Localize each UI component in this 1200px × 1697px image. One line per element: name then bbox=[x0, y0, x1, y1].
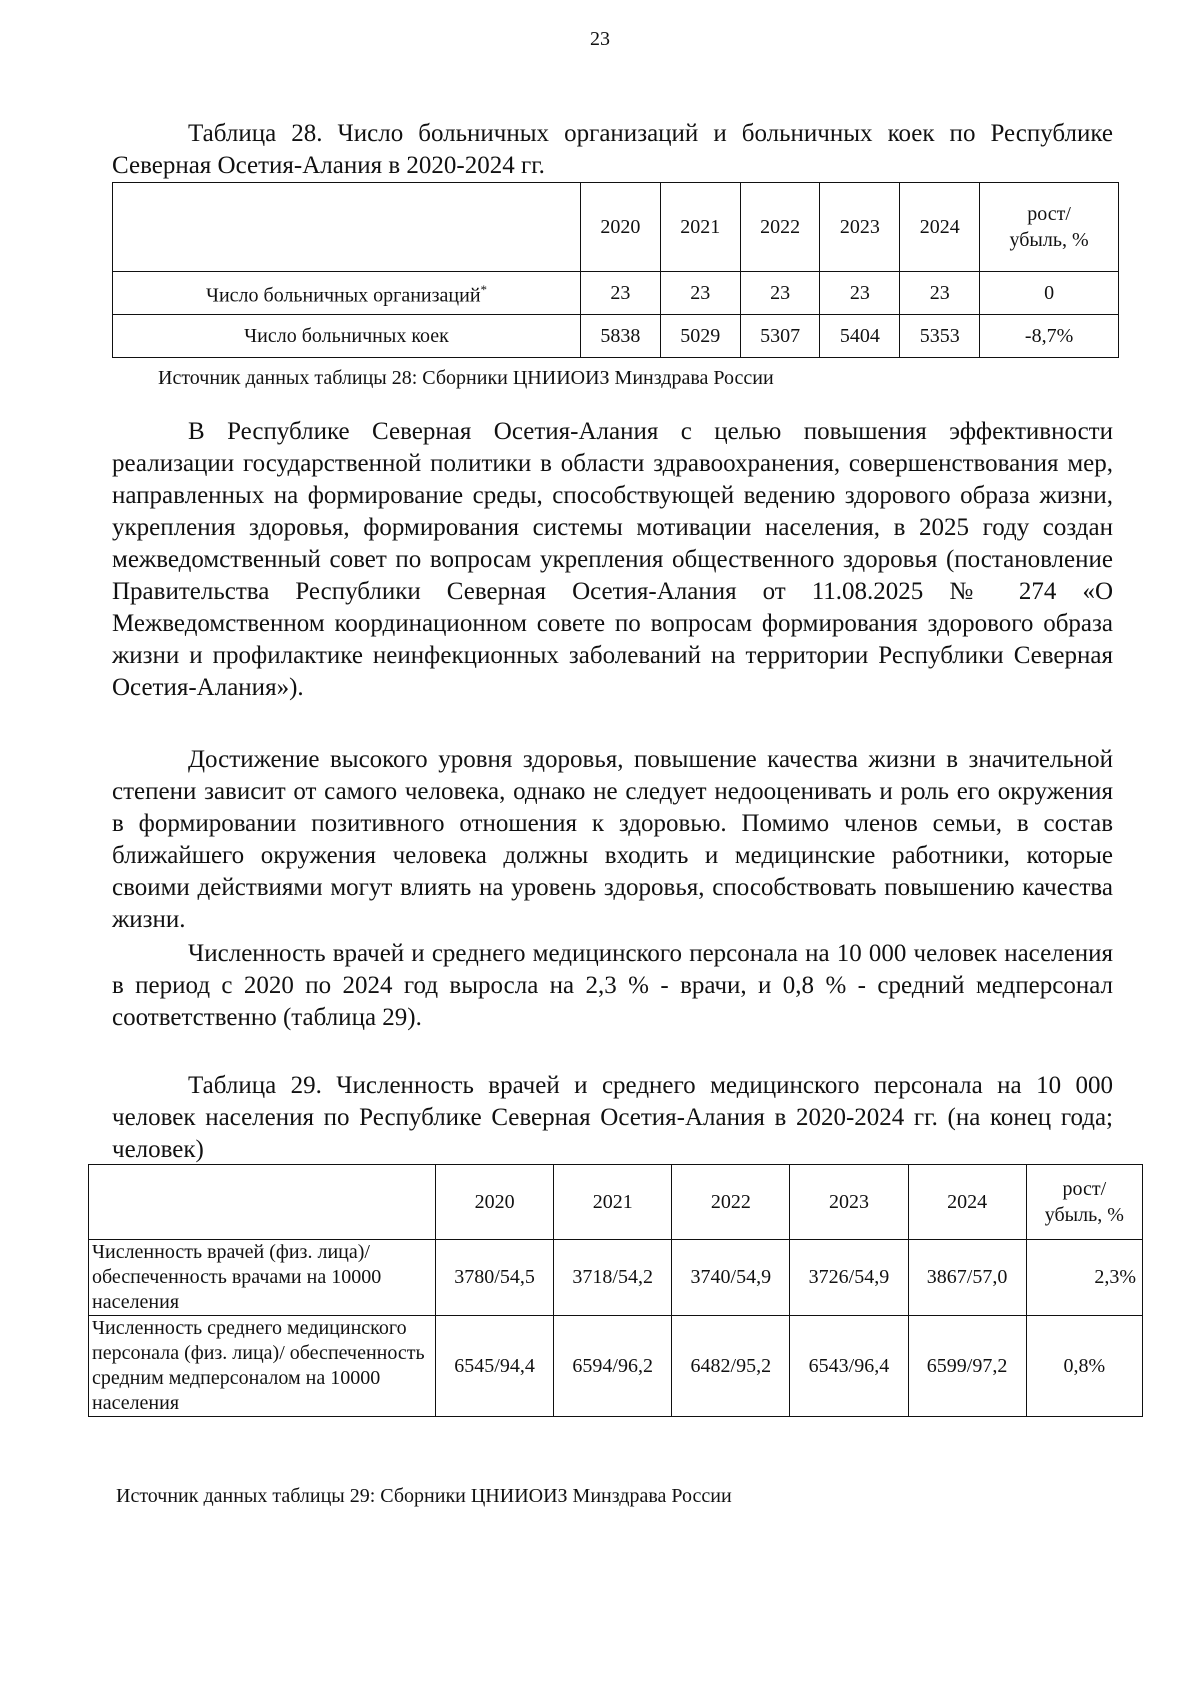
value-cell: 5307 bbox=[740, 315, 820, 358]
row-label-cell: Численность среднего медицинского персонала (физ. лица)/ обеспеченность средним медперсоналом на 10000 населения bbox=[89, 1316, 436, 1417]
table-row bbox=[113, 272, 1119, 315]
table-29-caption: Таблица 29. Численность врачей и среднего медицинского персонала на 10 000 человек населения по Республике Северная Осетия-Алания в 2020-2024 гг. (на конец года; человек) bbox=[112, 1072, 1113, 1163]
value-cell: 23 bbox=[900, 272, 980, 315]
page-number: 23 bbox=[590, 28, 610, 50]
value-cell: 6545/94,4 bbox=[436, 1316, 554, 1417]
table-28 bbox=[112, 182, 1119, 358]
table-29-source: Источник данных таблицы 29: Сборники ЦНИИОИЗ Минздрава России bbox=[116, 1485, 732, 1507]
value-cell: 5838 bbox=[581, 315, 661, 358]
value-cell: 3726/54,9 bbox=[790, 1240, 908, 1316]
paragraph-1: В Республике Северная Осетия-Алания с целью повышения эффективности реализации государственной политики в области здравоохранения, совершенствования мер, направленных на формирование среды, способствующей ведению здорового образа жизни, укрепления здоровья, формирования системы мотивации населения, в 2025 году создан межведомственный совет по вопросам укрепления общественного здоровья (постановление Правительства Республики Северная Осетия-Алания от 11.08.2025 № 274 «О Межведомственном координационном совете по вопросам формирования здорового образа жизни и профилактике неинфекционных заболеваний на территории Республики Северная Осетия-Алания»). bbox=[112, 418, 1113, 701]
growth-header-line2: убыль, % bbox=[1009, 229, 1089, 251]
table-row bbox=[89, 1316, 1143, 1417]
footnote-mark: * bbox=[480, 282, 488, 298]
header-growth-cell bbox=[1026, 1165, 1142, 1240]
table-28-source: Источник данных таблицы 28: Сборники ЦНИИОИЗ Минздрава России bbox=[158, 367, 774, 389]
growth-header-line1: рост/ bbox=[1027, 203, 1071, 225]
growth-header-line1: рост/ bbox=[1062, 1178, 1107, 1200]
value-cell: 5029 bbox=[660, 315, 740, 358]
header-empty-cell bbox=[89, 1165, 436, 1240]
table-header-row bbox=[113, 183, 1119, 272]
header-year-cell: 2023 bbox=[820, 183, 900, 272]
row-label-cell: Численность врачей (физ. лица)/ обеспеченность врачами на 10000 населения bbox=[89, 1240, 436, 1316]
header-year-cell: 2021 bbox=[660, 183, 740, 272]
row-label-cell: Число больничных коек bbox=[113, 315, 581, 358]
header-growth-cell bbox=[980, 183, 1119, 272]
row-label-cell: Число больничных организаций* bbox=[113, 272, 581, 315]
header-year-cell: 2020 bbox=[436, 1165, 554, 1240]
value-cell: 23 bbox=[660, 272, 740, 315]
growth-cell: 0 bbox=[980, 272, 1119, 315]
growth-cell: 2,3% bbox=[1026, 1240, 1142, 1316]
growth-cell: 0,8% bbox=[1026, 1316, 1142, 1417]
value-cell: 6543/96,4 bbox=[790, 1316, 908, 1417]
value-cell: 3718/54,2 bbox=[554, 1240, 672, 1316]
header-year-cell: 2024 bbox=[908, 1165, 1026, 1240]
growth-cell: -8,7% bbox=[980, 315, 1119, 358]
table-header-row bbox=[89, 1165, 1143, 1240]
value-cell: 23 bbox=[581, 272, 661, 315]
table-28-caption: Таблица 28. Число больничных организаций и больничных коек по Республике Северная Осетия-Алания в 2020-2024 гг. bbox=[112, 120, 1113, 179]
paragraph-3: Численность врачей и среднего медицинского персонала на 10 000 человек населения в период с 2020 по 2024 год выросла на 2,3 % - врачи, и 0,8 % - средний медперсонал соответственно (таблица 29). bbox=[112, 940, 1113, 1031]
header-year-cell: 2021 bbox=[554, 1165, 672, 1240]
header-year-cell: 2022 bbox=[740, 183, 820, 272]
header-year-cell: 2022 bbox=[672, 1165, 790, 1240]
value-cell: 23 bbox=[820, 272, 900, 315]
table-row bbox=[89, 1240, 1143, 1316]
value-cell: 23 bbox=[740, 272, 820, 315]
value-cell: 3780/54,5 bbox=[436, 1240, 554, 1316]
value-cell: 3740/54,9 bbox=[672, 1240, 790, 1316]
value-cell: 6599/97,2 bbox=[908, 1316, 1026, 1417]
value-cell: 5404 bbox=[820, 315, 900, 358]
header-year-cell: 2023 bbox=[790, 1165, 908, 1240]
value-cell: 6594/96,2 bbox=[554, 1316, 672, 1417]
header-year-cell: 2024 bbox=[900, 183, 980, 272]
header-year-cell: 2020 bbox=[581, 183, 661, 272]
value-cell: 6482/95,2 bbox=[672, 1316, 790, 1417]
table-row bbox=[113, 315, 1119, 358]
growth-header-line2: убыль, % bbox=[1044, 1204, 1124, 1226]
table-29 bbox=[88, 1164, 1143, 1417]
value-cell: 3867/57,0 bbox=[908, 1240, 1026, 1316]
header-empty-cell bbox=[113, 183, 581, 272]
paragraph-2: Достижение высокого уровня здоровья, повышение качества жизни в значительной степени зависит от самого человека, однако не следует недооценивать и роль его окружения в формировании позитивного отношения к здоровью. Помимо членов семьи, в состав ближайшего окружения человека должны входить и медицинские работники, которые своими действиями могут влиять на уровень здоровья, способствовать повышению качества жизни. bbox=[112, 746, 1113, 933]
value-cell: 5353 bbox=[900, 315, 980, 358]
